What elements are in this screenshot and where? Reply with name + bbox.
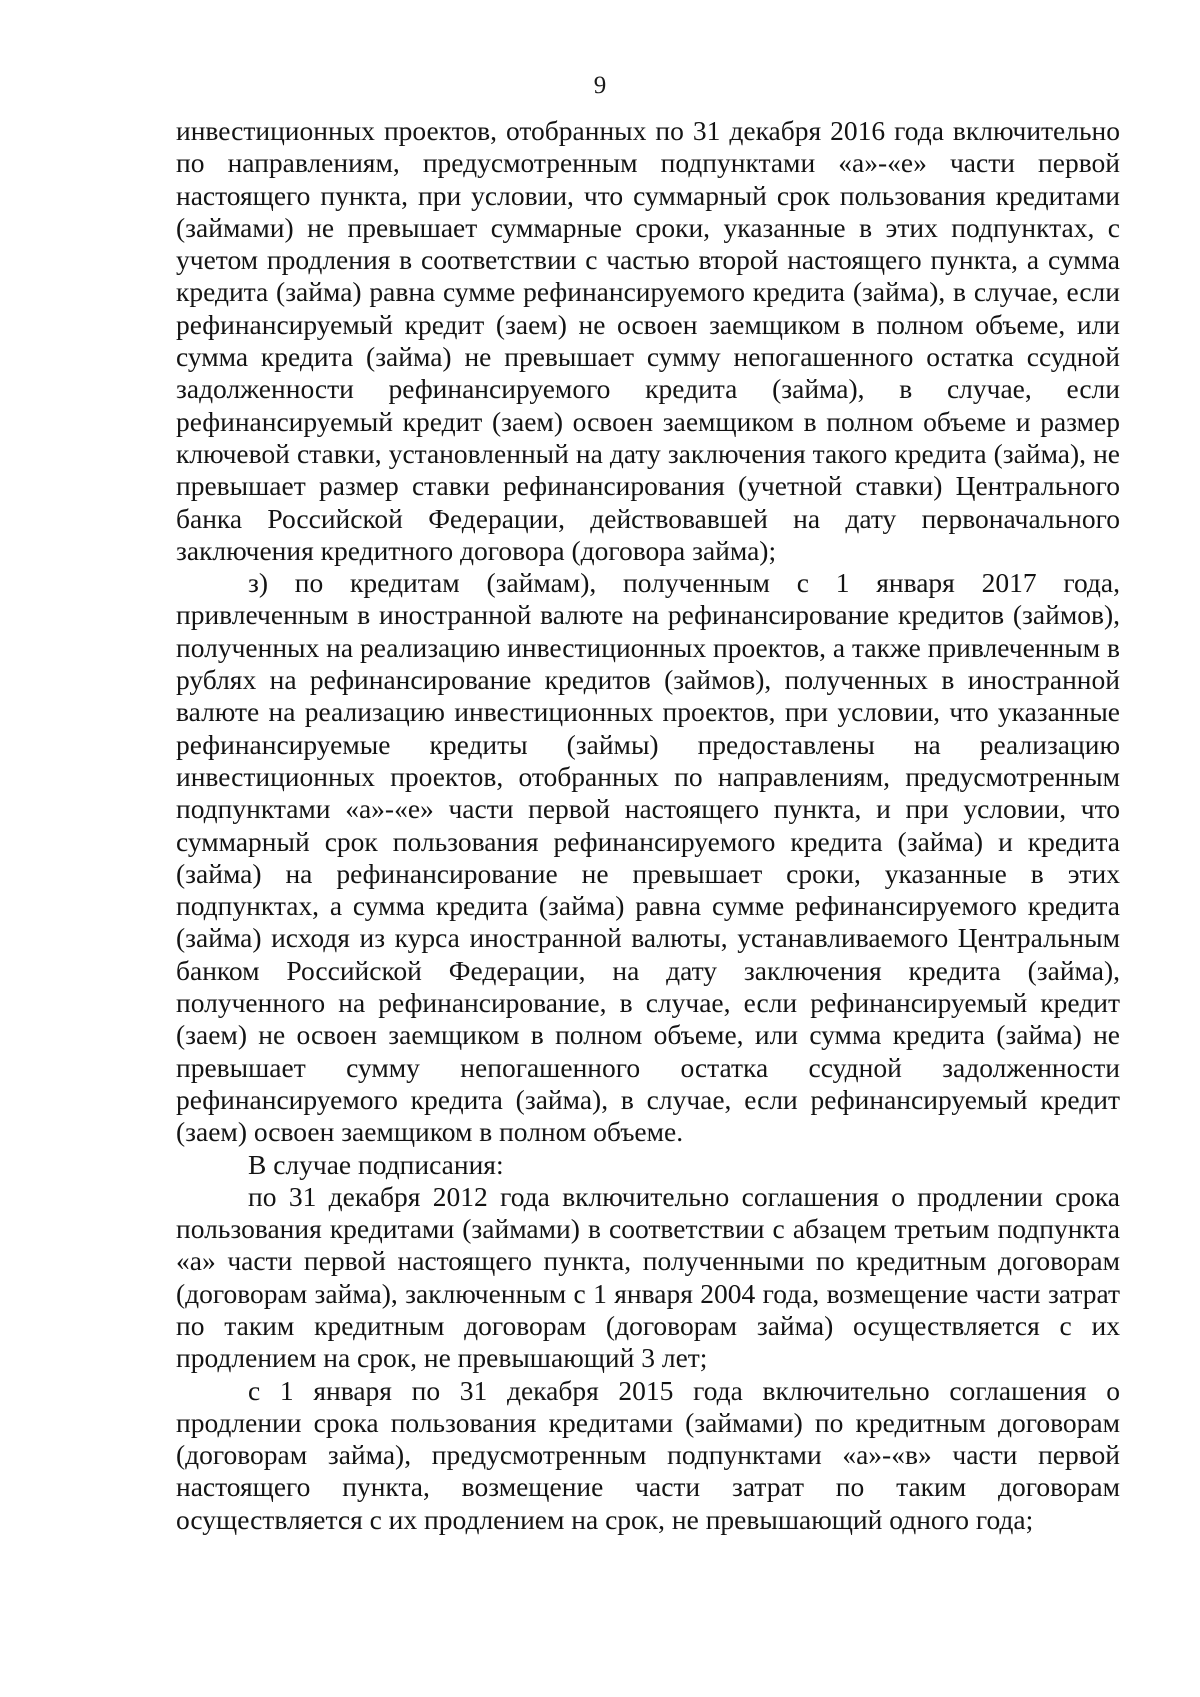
paragraph-subitem-z: з) по кредитам (займам), полученным с 1 января 2017 года, привлеченным в иностранной валюте на рефинансирование кредитов (займов), полученных на реализацию инвестиционных проектов, а также привлеченным в рублях на рефинансирование кредитов (займов), полученных в иностранной валюте на реализацию инвестиционных проектов, при условии, что указанные рефинансируемые кредиты (займы) предоставлены на реализацию инвестиционных проектов, отобранных по направлениям, предусмотренным подпунктами «а»-«е» части первой настоящего пункта, и при условии, что суммарный срок пользования рефинансируемого кредита (займа) и кредита (займа) на рефинансирование не превышает сроки, указанные в этих подпунктах, а сумма кредита (займа) равна сумме рефинансируемого кредита (займа) исходя из курса иностранной валюты, устанавливаемого Центральным банком Российской Федерации, на дату заключения кредита (займа), полученного на рефинансирование, в случае, если рефинансируемый кредит (заем) не освоен заемщиком в полном объеме, или сумма кредита (займа) не превышает сумму непогашенного остатка ссудной задолженности рефинансируемого кредита (займа), в случае, если рефинансируемый кредит (заем) освоен заемщиком в полном объеме. [176, 567, 1120, 1148]
paragraph-signing-intro: В случае подписания: [248, 1148, 504, 1180]
paragraph-signing-2012: по 31 декабря 2012 года включительно соглашения о продлении срока пользования кредитами (займами) в соответствии с абзацем третьим подпункта «а» части первой настоящего пункта, полученными по кредитным договорам (договорам займа), заключенным с 1 января 2004 года, возмещение части затрат по таким кредитным договорам (договорам займа) осуществляется с их продлением на срок, не превышающий 3 лет; [176, 1180, 1120, 1374]
page-number: 9 [593, 72, 607, 99]
document-body [176, 115, 1120, 1536]
paragraph-signing-2015: с 1 января по 31 декабря 2015 года включительно соглашения о продлении срока пользования кредитами (займами) по кредитным договорам (договорам займа), предусмотренным подпунктами «а»-«в» части первой настоящего пункта, возмещение части затрат по таким договорам осуществляется с их продлением на срок, не превышающий одного года; [176, 1374, 1120, 1535]
paragraph-continuation: инвестиционных проектов, отобранных по 31 декабря 2016 года включительно по направлениям, предусмотренным подпунктами «а»-«е» части первой настоящего пункта, при условии, что суммарный срок пользования кредитами (займами) не превышает суммарные сроки, указанные в этих подпунктах, с учетом продления в соответствии с частью второй настоящего пункта, а сумма кредита (займа) равна сумме рефинансируемого кредита (займа), в случае, если рефинансируемый кредит (заем) не освоен заемщиком в полном объеме, или сумма кредита (займа) не превышает сумму непогашенного остатка ссудной задолженности рефинансируемого кредита (займа), в случае, если рефинансируемый кредит (заем) освоен заемщиком в полном объеме и размер ключевой ставки, установленный на дату заключения такого кредита (займа), не превышает размер ставки рефинансирования (учетной ставки) Центрального банка Российской Федерации, действовавшей на дату первоначального заключения кредитного договора (договора займа); [176, 115, 1120, 566]
